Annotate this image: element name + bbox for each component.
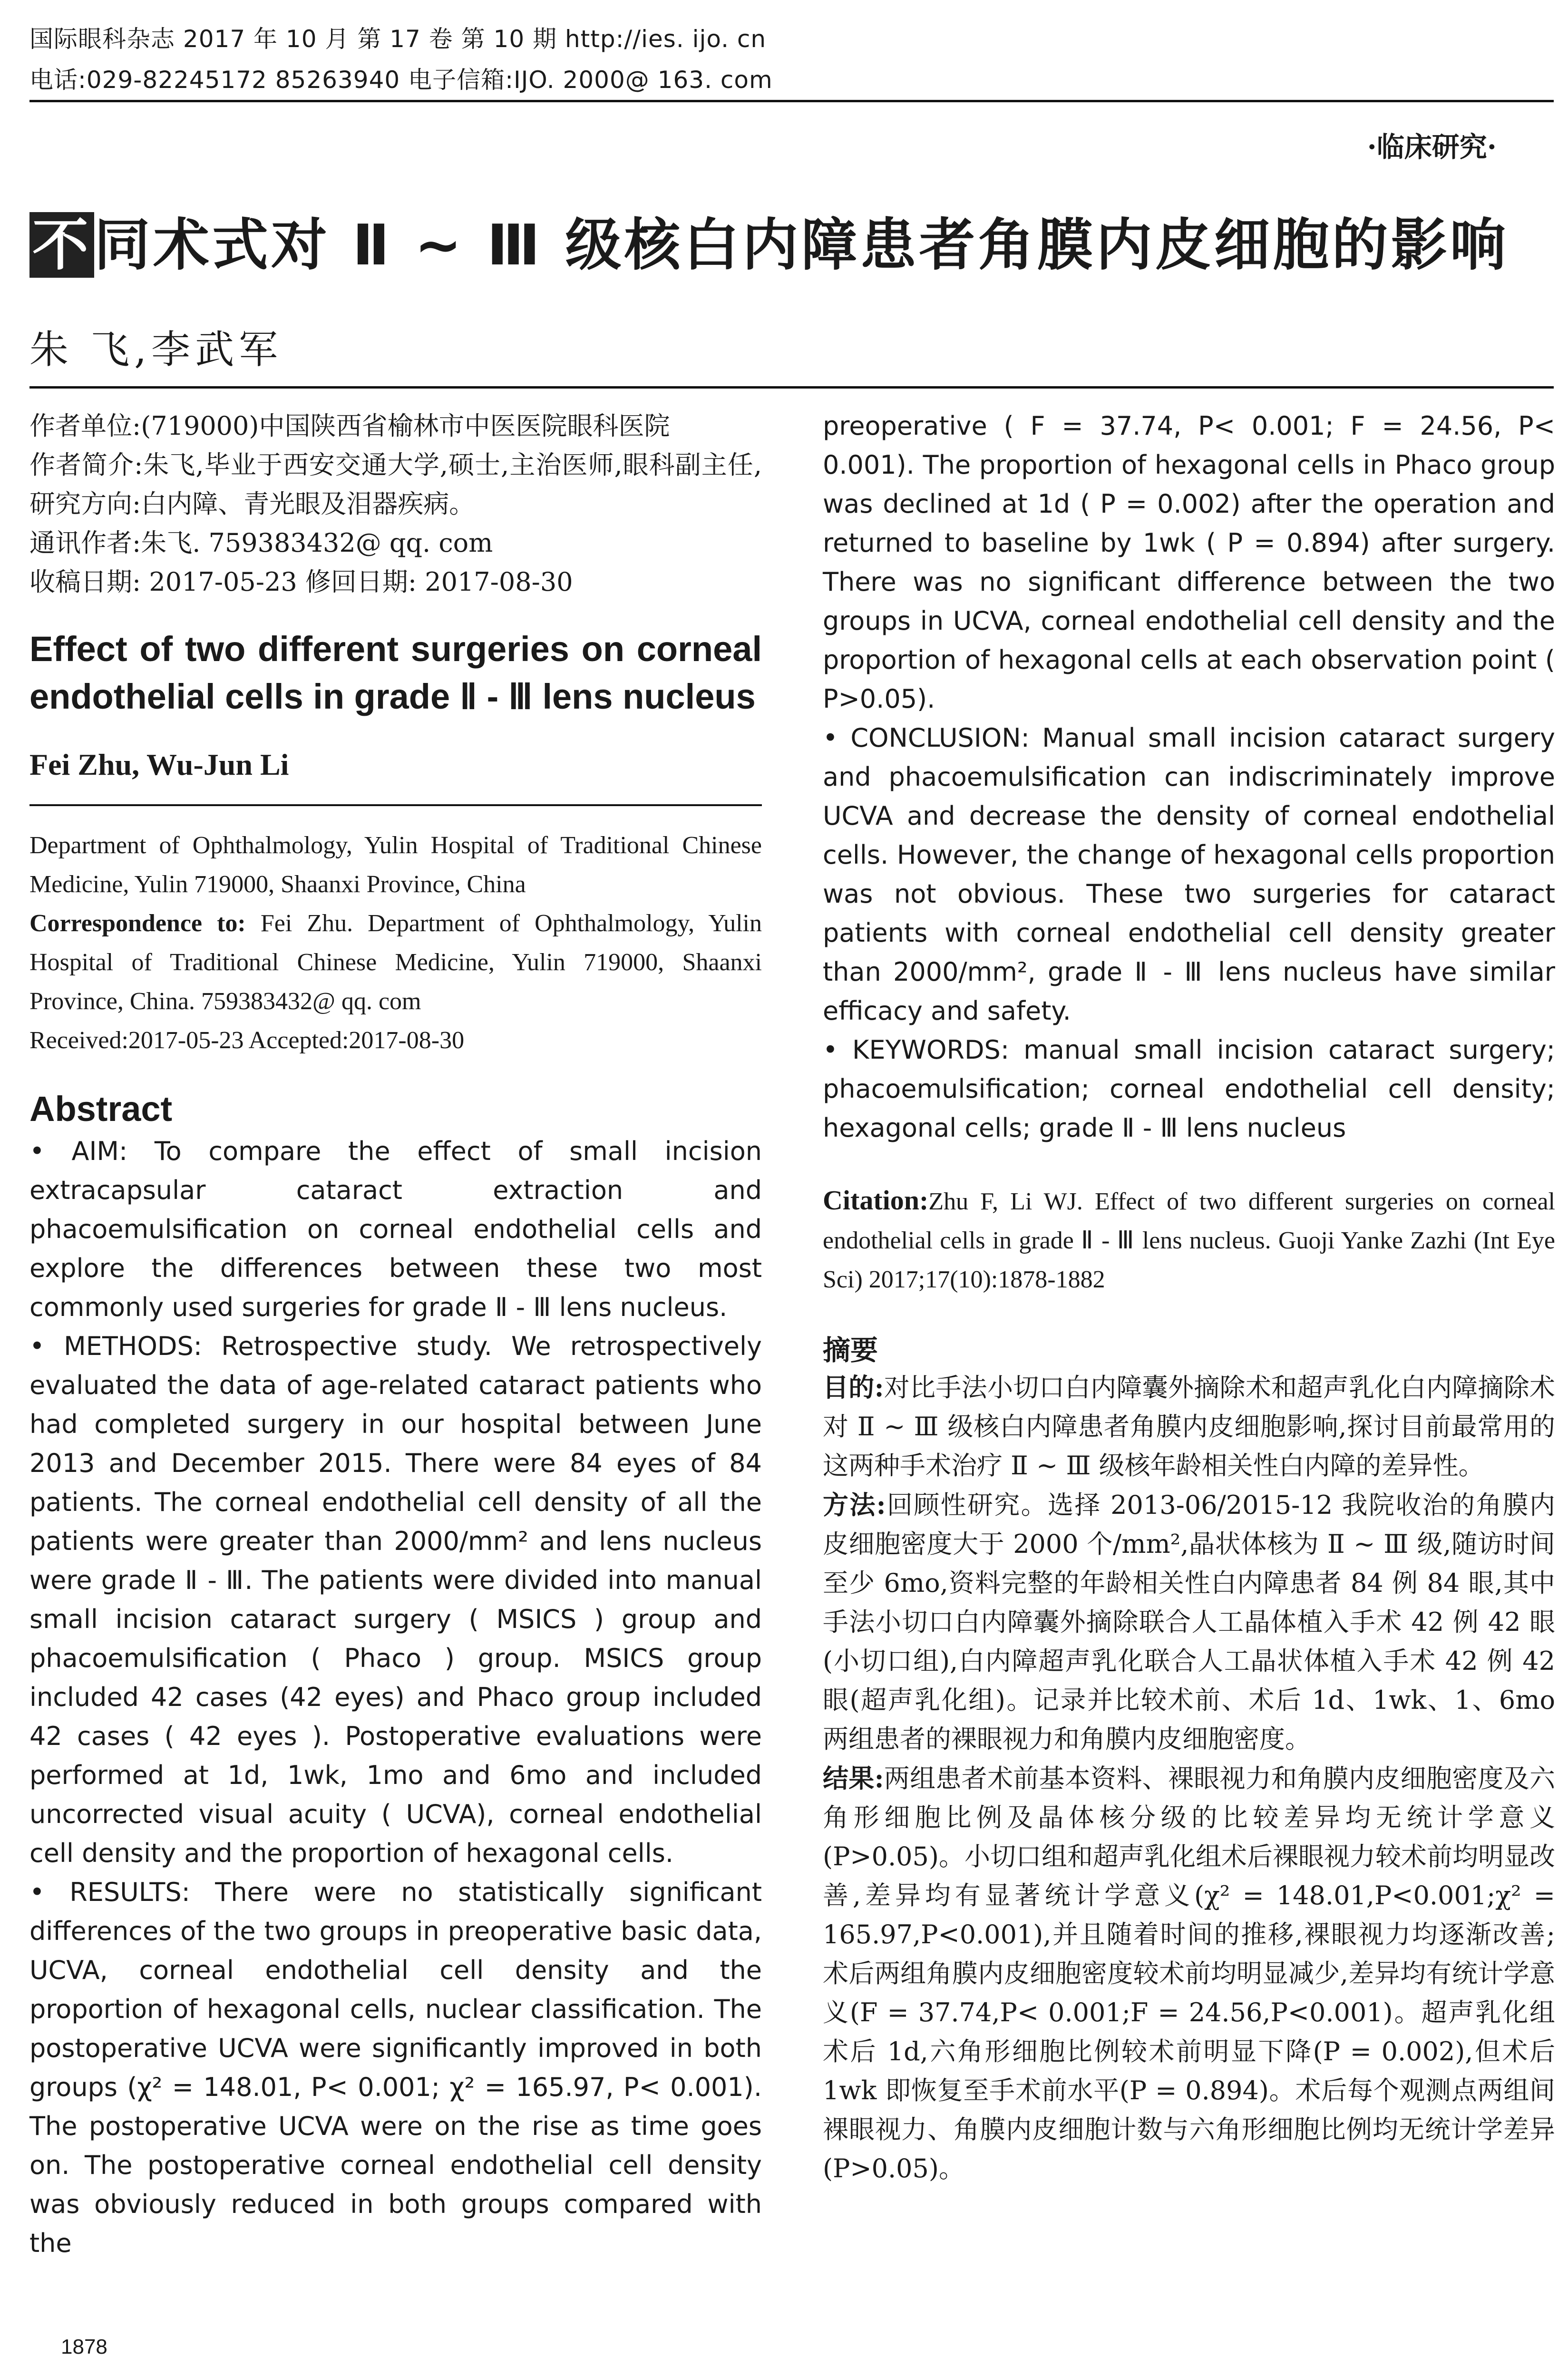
corresponding-author: 通讯作者:朱飞. 759383432@ qq. com [29, 528, 493, 558]
author-divider [29, 804, 762, 806]
english-affiliation-block [29, 826, 762, 1060]
correspondence-label: Correspondence to: [29, 910, 246, 937]
abstract-body-cont [823, 407, 1555, 1148]
article-title [29, 200, 1509, 281]
zh-results [823, 1759, 1555, 2188]
zh-methods-text: 回顾性研究。选择 2013-06/2015-12 我院收治的角膜内皮细胞密度大于 2000 个/mm²,晶状体核为 Ⅱ ~ Ⅲ 级,随访时间至少 6mo,资料完整的年龄相关性白内障患者 84 例 84 眼,其中手法小切口白内障囊外摘除联合人工晶体植入手术 42 例 42 眼(小切口组),白内障超声乳化联合人工晶状体植入手术 42 例 42 眼(超声乳化组)。记录并比较术前、术后 1d、1wk、1、6mo 两组患者的裸眼视力和角膜内皮细胞密度。 [823, 1490, 1556, 1754]
zh-aim-text: 对比手法小切口白内障囊外摘除术和超声乳化白内障摘除术对 Ⅱ ~ Ⅲ 级核白内障患者角膜内皮细胞影响,探讨目前最常用的这两种手术治疗 Ⅱ ~ Ⅲ 级核年龄相关性白内障的差异性。 [823, 1373, 1555, 1481]
citation [823, 1181, 1555, 1299]
zh-aim-label: 目的: [823, 1372, 884, 1403]
abstract-aim: • AIM: To compare the effect of small incision extracapsular cataract extraction and phacoemulsification on corneal endothelial cells and explore the differences between these two most commonly used surgeries for grade Ⅱ - Ⅲ lens nucleus. [29, 1136, 762, 1322]
correspondence [29, 904, 762, 1021]
left-column [29, 407, 762, 2263]
citation-text: Zhu F, Li WJ. Effect of two different surgeries on corneal endothelial cells in grade Ⅱ - Ⅲ lens nucleus. Guoji Yanke Zazhi (Int Eye Sci) 2017;17(10):1878-1882 [823, 1188, 1555, 1293]
affiliation-line: 作者单位:(719000)中国陕西省榆林市中医医院眼科医院 [29, 411, 670, 441]
abstract-keywords: • KEYWORDS: manual small incision cataract surgery; phacoemulsification; corneal endothelial cell density; hexagonal cells; grade Ⅱ - Ⅲ lens nucleus [823, 1035, 1555, 1143]
journal-header-line2: 电话:029-82245172 85263940 电子信箱:IJO. 2000@ 163. com [29, 66, 773, 94]
affiliation-cn [29, 407, 762, 602]
abstract-results-cont: preoperative ( F = 37.74, P< 0.001; F = 24.56, P< 0.001). The proportion of hexagonal cells in Phaco group was declined at 1d ( P = 0.002) after the operation and returned to baseline by 1wk ( P = 0.894) after surgery. There was no significant difference between the two groups in UCVA, corneal endothelial cell density and the proportion of hexagonal cells at each observation point ( P>0.05). [823, 411, 1555, 714]
journal-header-line1: 国际眼科杂志 2017 年 10 月 第 17 卷 第 10 期 http://ies. ijo. cn [29, 25, 767, 53]
zh-results-text: 两组患者术前基本资料、裸眼视力和角膜内皮细胞密度及六角形细胞比例及晶体核分级的比较差异均无统计学意义(P>0.05)。小切口组和超声乳化组术后裸眼视力较术前均明显改善,差异均有显著统计学意义(χ² = 148.01,P<0.001;χ² = 165.97,P<0.001),并且随着时间的推移,裸眼视力均逐渐改善;术后两组角膜内皮细胞密度较术前均明显减少,差异均有统计学意义(F = 37.74,P< 0.001;F = 24.56,P<0.001)。超声乳化组术后 1d,六角形细胞比例较术前明显下降(P = 0.002),但术后 1wk 即恢复至手术前水平(P = 0.894)。术后每个观测点两组间裸眼视力、角膜内皮细胞计数与六角形细胞比例均无统计学差异(P>0.05)。 [823, 1763, 1555, 2183]
header-rule [29, 100, 1554, 102]
authors-cn: 朱 飞,李武军 [29, 327, 283, 372]
title-rest: 同术式对 Ⅱ ~ Ⅲ 级核白内障患者角膜内皮细胞的影响 [94, 212, 1509, 278]
dates-cn: 收稿日期: 2017-05-23 修回日期: 2017-08-30 [29, 567, 573, 597]
zh-results-label: 结果: [823, 1763, 884, 1793]
title-first-char: 不 [29, 212, 94, 278]
right-column [823, 407, 1555, 2188]
abstract-heading: Abstract [29, 1089, 173, 1129]
abstract-conclusion: • CONCLUSION: Manual small incision cataract surgery and phacoemulsification can indiscriminately improve UCVA and decrease the density of corneal endothelial cells. However, the change of hexagonal cells proportion was not obvious. These two surgeries for cataract patients with corneal endothelial cell density greater than 2000/mm², grade Ⅱ - Ⅲ lens nucleus have similar efficacy and safety. [823, 723, 1555, 1026]
zh-aim [823, 1368, 1555, 1485]
abstract-results: • RESULTS: There were no statistically significant differences of the two groups in preoperative basic data, UCVA, corneal endothelial cell density and the proportion of hexagonal cells, nuclear classification. The postoperative UCVA were significantly improved in both groups (χ² = 148.01, P< 0.001; χ² = 165.97, P< 0.001). The postoperative UCVA were on the rise as time goes on. The postoperative corneal endothelial cell density was obviously reduced in both groups compared with the [29, 1877, 762, 2258]
english-authors: Fei Zhu, Wu-Jun Li [29, 748, 289, 781]
zh-abstract-body [823, 1368, 1555, 2188]
correspondence-text: Fei Zhu. Department of Ophthalmology, Yulin Hospital of Traditional Chinese Medicine, Yulin 719000, Shaanxi Province, China. 759383432@ qq. com [29, 910, 762, 1015]
author-bio: 作者简介:朱飞,毕业于西安交通大学,硕士,主治医师,眼科副主任,研究方向:白内障、青光眼及泪器疾病。 [29, 450, 762, 519]
section-tag: ·临床研究· [1367, 131, 1497, 163]
abstract-methods: • METHODS: Retrospective study. We retrospectively evaluated the data of age-related cataract patients who had completed surgery in our hospital between June 2013 and December 2015. There were 84 eyes of 84 patients. The corneal endothelial cell density of all the patients were greater than 2000/mm² and lens nucleus were grade Ⅱ - Ⅲ. The patients were divided into manual small incision cataract surgery ( MSICS ) group and phacoemulsification ( Phaco ) group. MSICS group included 42 cases (42 eyes) and Phaco group included 42 cases ( 42 eyes ). Postoperative evaluations were performed at 1d, 1wk, 1mo and 6mo and included uncorrected visual acuity ( UCVA), corneal endothelial cell density and the proportion of hexagonal cells. [29, 1331, 762, 1868]
received-accepted: Received:2017-05-23 Accepted:2017-08-30 [29, 1027, 465, 1054]
citation-label: Citation: [823, 1185, 929, 1216]
zh-methods-label: 方法: [823, 1490, 886, 1520]
english-title: Effect of two different surgeries on corneal endothelial cells in grade Ⅱ - Ⅲ lens nucleus [29, 629, 762, 716]
page-number: 1878 [61, 2335, 107, 2358]
abstract-body [29, 1132, 762, 2263]
zh-methods [823, 1485, 1555, 1759]
english-affiliation: Department of Ophthalmology, Yulin Hospital of Traditional Chinese Medicine, Yulin 719000, Shaanxi Province, China [29, 832, 762, 898]
zh-abstract-heading: 摘要 [823, 1334, 878, 1366]
title-rule [29, 386, 1554, 389]
